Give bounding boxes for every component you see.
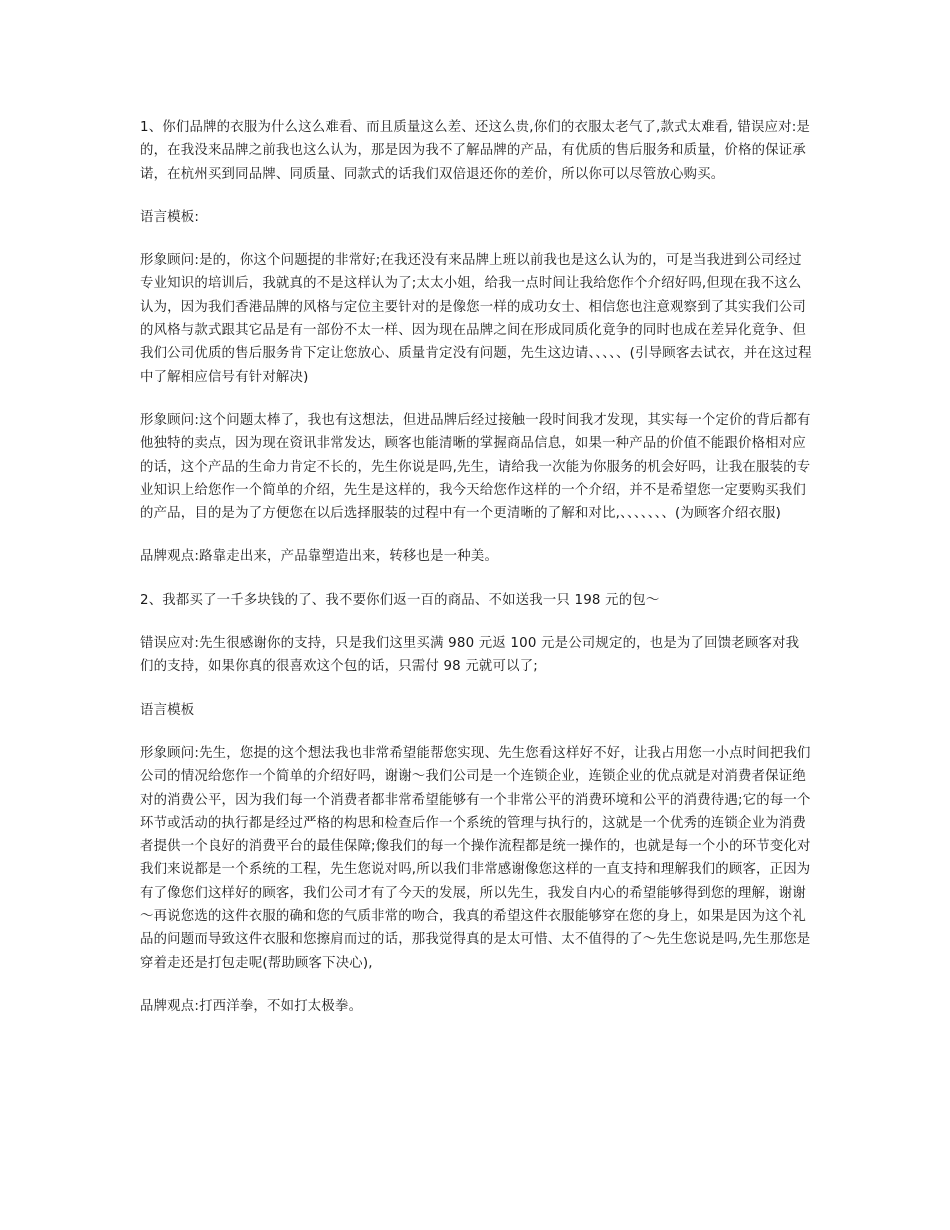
paragraph-q2: 2、我都买了一千多块钱的了、我不要你们返一百的商品、不如送我一只 198 元的包～ bbox=[140, 592, 660, 608]
paragraph-advisor-response-3: 形象顾问:先生，您提的这个想法我也非常希望能帮您实现、先生您看这样好不好，让我占用您一小点时间把我们公司的情况给您作一个简单的介绍好吗，谢谢～我们公司是一个连锁企业，连锁企业的优点就是对消费者保证绝对的消费公平，因为我们每一个消费者都非常希望能够有一个非常公平的消费环境和公平的消费待遇;它的每一个环节或活动的执行都是经过严格的构思和检查后作一个系统的管理与执行的，这就是一个优秀的连锁企业为消费者提供一个良好的消费平台的最佳保障;像我们的每一个操作流程都是统一操作的，也就是每一个小的环节变化对我们来说都是一个系统的工程，先生您说对吗,所以我们非常感谢像您这样的一直支持和理解我们的顾客，正因为有了像您们这样好的顾客，我们公司才有了今天的发展，所以先生，我发自内心的希望能够得到您的理解，谢谢～再说您选的这件衣服的确和您的气质非常的吻合，我真的希望这件衣服能够穿在您的身上，如果是因为这个礼品的问题而导致这件衣服和您擦肩而过的话，那我觉得真的是太可惜、太不值得的了～先生您说是吗,先生那您是穿着走还是打包走呢(帮助顾客下决心), bbox=[140, 745, 811, 971]
paragraph-advisor-response-1: 形象顾问:是的，你这个问题提的非常好;在我还没有来品牌上班以前我也是这么认为的，可是当我进到公司经过专业知识的培训后，我就真的不是这样认为了;太太小姐，给我一点时间让我给您作个介绍好吗,但现在我不这么认为，因为我们香港品牌的风格与定位主要针对的是像您一样的成功女士、相信您也注意观察到了其实我们公司的风格与款式跟其它品是有一部份不太一样、因为现在品牌之间在形成同质化竟争的同时也成在差异化竟争、但我们公司优质的售后服务肯下定让您放心、质量肯定没有问题，先生这边请、、、、、(引导顾客去试衣，并在这过程中了解相应信号有针对解决) bbox=[140, 253, 812, 385]
document-page bbox=[140, 116, 812, 1038]
paragraph-q2-error-response: 错误应对:先生很感谢你的支持，只是我们这里买满 980 元返 100 元是公司规定的，也是为了回馈老顾客对我们的支持，如果你真的很喜欢这个包的话，只需付 98 元就可以了; bbox=[140, 636, 800, 675]
paragraph-brand-view-1: 品牌观点:路靠走出来，产品靠塑造出来，转移也是一种美。 bbox=[140, 549, 499, 565]
paragraph-brand-view-2: 品牌观点:打西洋拳，不如打太极拳。 bbox=[140, 998, 363, 1014]
paragraph-language-template-heading-2: 语言模板 bbox=[140, 702, 195, 718]
paragraph-q1-error-response: 1、你们品牌的衣服为什么这么难看、而且质量这么差、还这么贵,你们的衣服太老气了,款式太难看, 错误应对:是的，在我没来品牌之前我也这么认为，那是因为我不了解品牌的产品，有优质的售后服务和质量，价格的保证承诺，在杭州买到同品牌、同质量、同款式的话我们双倍退还你的差价，所以你可以尽管放心购买。 bbox=[140, 120, 811, 182]
paragraph-language-template-heading: 语言模板: bbox=[140, 209, 200, 225]
paragraph-advisor-response-2: 形象顾问:这个问题太棒了，我也有这想法，但进品牌后经过接触一段时间我才发现，其实每一个定价的背后都有他独特的卖点，因为现在资讯非常发达，顾客也能清晰的掌握商品信息，如果一种产品的价值不能跟价格相对应的话，这个产品的生命力肯定不长的，先生你说是吗,先生，请给我一次能为你服务的机会好吗，让我在服装的专业知识上给您作一个简单的介绍，先生是这样的，我今天给您作这样的一个介绍，并不是希望您一定要购买我们的产品，目的是为了方便您在以后选择服装的过程中有一个更清晰的了解和对比,、、、、、、、(为顾客介绍衣服) bbox=[140, 412, 811, 522]
